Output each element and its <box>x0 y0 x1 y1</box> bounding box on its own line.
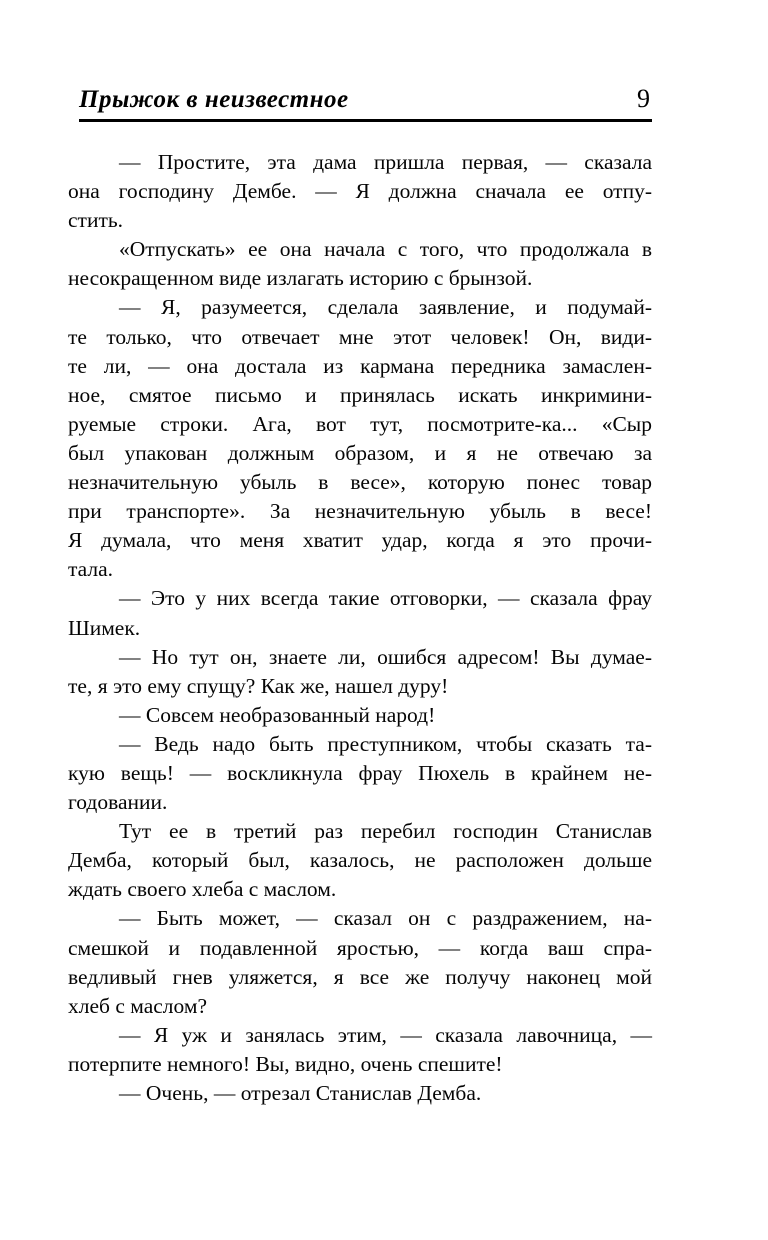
running-title: Прыжок в неизвестное <box>79 86 349 113</box>
text-line: незначительную убыль в весе», которую понес товар <box>68 470 652 495</box>
text-line: — Совсем необразованный народ! <box>119 702 436 727</box>
text-line: «Отпускать» ее она начала с того, что продолжала в <box>119 237 652 262</box>
text-line: ведливый гнев уляжется, я все же получу наконец мой <box>68 964 652 989</box>
text-line: ное, смятое письмо и принялась искать инкримини- <box>68 382 652 407</box>
text-line: — Я уж и занялась этим, — сказала лавочница, — <box>119 1022 652 1047</box>
paragraph <box>68 817 652 904</box>
text-line: был упакован должным образом, и я не отвечаю за <box>68 440 652 465</box>
page-header <box>79 84 652 119</box>
text-line: годовании. <box>68 790 168 815</box>
paragraph <box>68 235 652 293</box>
text-line: Тут ее в третий раз перебил господин Станислав <box>119 819 652 844</box>
text-line: руемые строки. Ага, вот тут, посмотрите-ка... «Сыр <box>68 411 652 436</box>
paragraph <box>68 1079 652 1108</box>
paragraph <box>68 643 652 701</box>
page-content <box>68 84 652 1108</box>
text-line: — Я, разумеется, сделала заявление, и подумай- <box>119 295 652 320</box>
text-line: те только, что отвечает мне этот человек! Он, види- <box>68 324 652 349</box>
text-line: — Но тут он, знаете ли, ошибся адресом! Вы думае- <box>119 644 652 669</box>
text-line: — Очень, — отрезал Станислав Демба. <box>119 1081 482 1105</box>
text-line: кую вещь! — воскликнула фрау Пюхель в крайнем не- <box>68 760 652 785</box>
text-line: Демба, который был, казалось, не расположен дольше <box>68 848 652 873</box>
paragraph <box>68 1021 652 1079</box>
text-line: тала. <box>68 557 114 582</box>
header-rule-divider <box>79 119 652 122</box>
page-number: 9 <box>637 84 650 113</box>
paragraph <box>68 584 652 642</box>
text-line: Шимек. <box>68 615 141 640</box>
page-body <box>68 148 652 1108</box>
text-line: — Ведь надо быть преступником, чтобы сказать та- <box>119 731 652 756</box>
paragraph <box>68 730 652 817</box>
text-line: она господину Дембе. — Я должна сначала ее отпу- <box>68 179 652 204</box>
paragraph <box>68 701 652 730</box>
text-line: потерпите немного! Вы, видно, очень спешите! <box>68 1051 503 1076</box>
text-line: смешкой и подавленной яростью, — когда ваш спра- <box>68 935 652 960</box>
paragraph <box>68 148 652 235</box>
text-line: при транспорте». За незначительную убыль в весе! <box>68 499 652 524</box>
paragraph <box>68 293 652 584</box>
text-line: несокращенном виде излагать историю с брынзой. <box>68 266 533 291</box>
text-line: те ли, — она достала из кармана передника замаслен- <box>68 353 652 378</box>
text-line: — Быть может, — сказал он с раздражением, на- <box>119 906 652 931</box>
text-line: — Простите, эта дама пришла первая, — сказала <box>119 150 652 174</box>
text-line: ждать своего хлеба с маслом. <box>68 877 337 902</box>
text-line: Я думала, что меня хватит удар, когда я это прочи- <box>68 528 652 553</box>
paragraph <box>68 904 652 1020</box>
text-line: хлеб с маслом? <box>68 993 208 1018</box>
text-line: — Это у них всегда такие отговорки, — сказала фрау <box>119 586 652 611</box>
text-line: стить. <box>68 208 124 233</box>
text-line: те, я это ему спущу? Как же, нашел дуру! <box>68 673 449 698</box>
